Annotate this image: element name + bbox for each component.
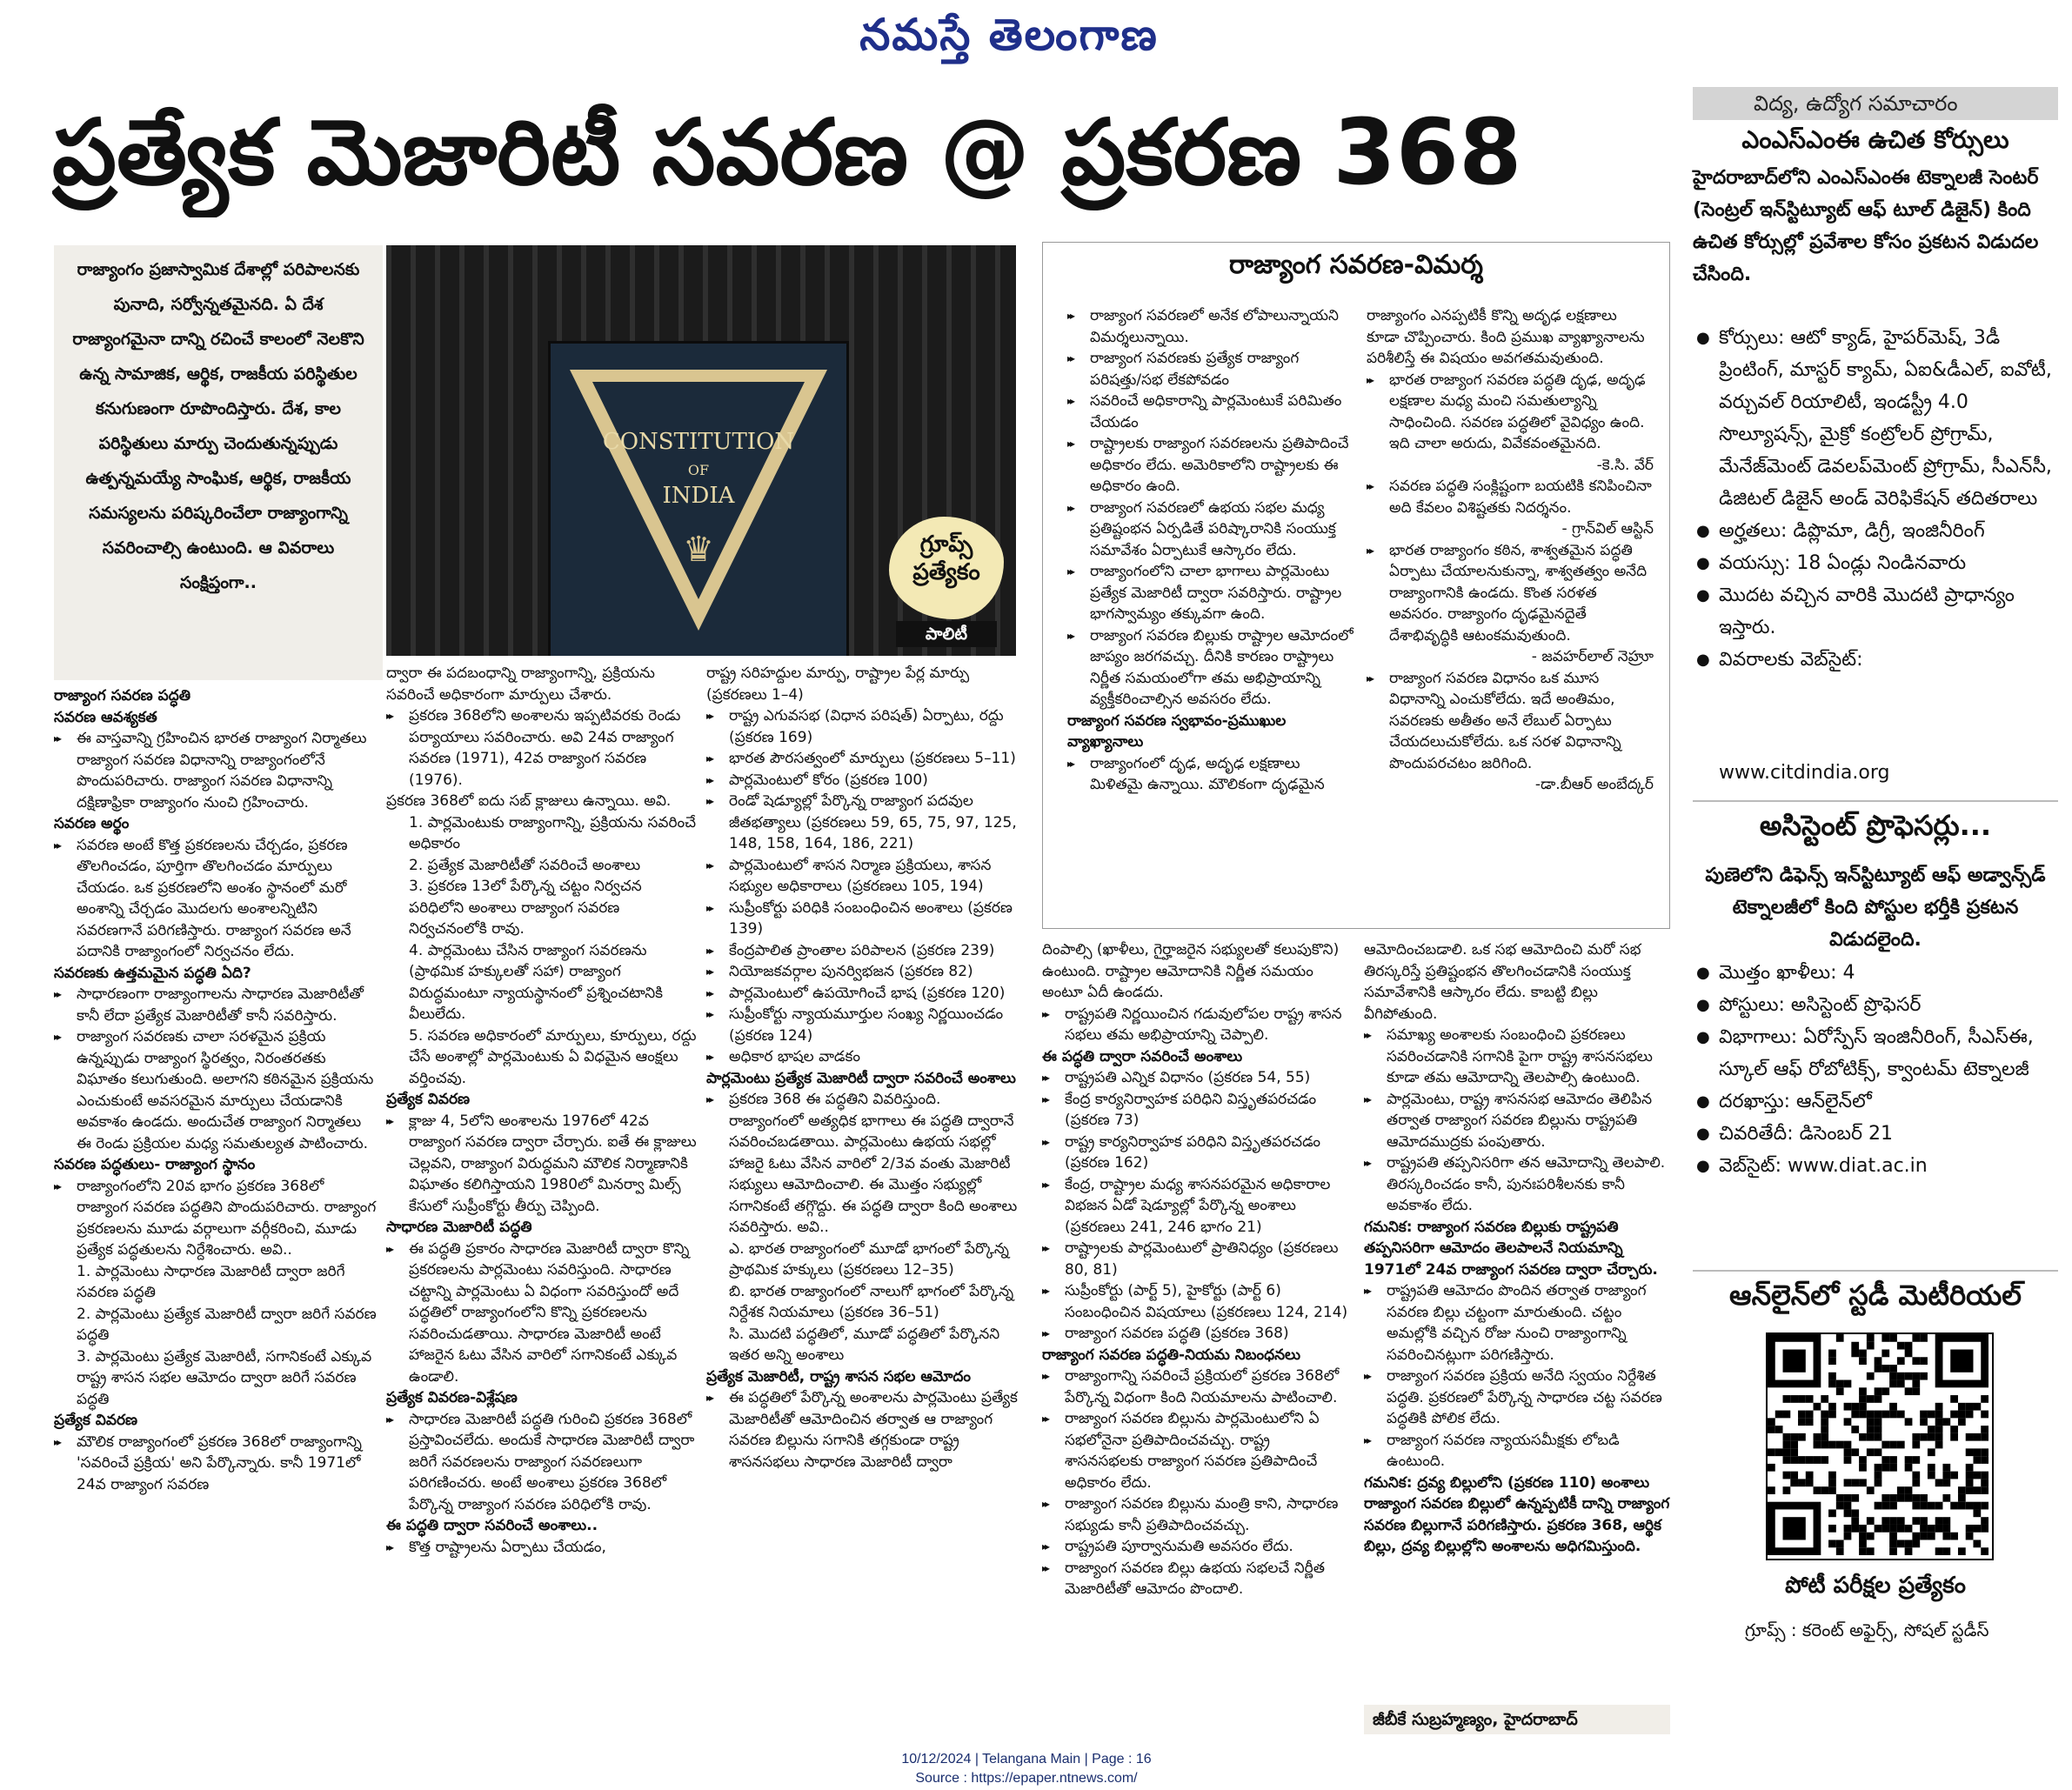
footer-source[interactable]: Source : https://epaper.ntnews.com/ [915,1771,1138,1786]
subheading: ప్రత్యేక వివరణ [54,1412,138,1429]
paragraph: ఎ. భారత రాజ్యాంగంలో మూడో భాగంలో పేర్కొన్న ప్రాథమిక హక్కులు (ప్రకరణలు 12–35) [729,1239,1009,1279]
paragraph: ▸▸ ఈ పద్ధతిలో పేర్కొన్న అంశాలను పార్లమెంటు ప్రత్యేక మెజారిటీతో ఆమోదించిన తర్వాత ఆ రాజ్యాంగ సవరణ బిల్లును సగానికి తగ్గకుండా రాష్ట్ర శాసనసభలు సాధారణ మెజారిటీ ద్వారా [706,1387,1018,1473]
paragraph: ▸▸ రాష్ట్ర కార్యనిర్వాహక పరిధిని విస్తృతపరచడం (ప్రకరణ 162) [1042,1132,1348,1174]
paragraph: ▸▸ సవరణ పద్ధతి సంక్లిష్టంగా బయటికి కనిపించినా అది కేవలం విశిష్టతకు నిదర్శనం. [1367,476,1654,518]
sidebar-list-item: ● వెబ్‌సైట్: www.diat.ac.in [1693,1150,2058,1182]
paragraph: ▸▸ ఈ పద్ధతి ప్రకారం సాధారణ మెజారిటీ ద్వారా కొన్ని ప్రకరణలను పార్లమెంటు సవరిస్తుంది. సాధారణ చట్టాన్ని పార్లమెంటు ఏ విధంగా సవరిస్తుందో అదే పద్ధతిలో రాజ్యాంగంలోని కొన్ని ప్రకరణలను సవరించుడతాయి. సాధారణ మెజారిటీ అంటే హాజరైన ఓటు వేసిన వారిలో సగానికంటే ఎక్కువ ఉండాలి. [386,1239,698,1388]
paragraph: ▸▸ భారత రాజ్యాంగం కఠిన, శాశ్వతమైన పద్ధతి ఏర్పాటు చేయాలనుకున్నా, శాశ్వతత్వం అనేది రాజ్యాంగానికి ఉండదు. కొంత సరళత అవసరం. రాజ్యాంగం దృఢమైనదైతే దేశాభివృద్ధికి ఆటంకమవుతుంది. [1367,540,1654,647]
paragraph: ▸▸ రాష్ట్రాలకు పార్లమెంటులో ప్రాతినిధ్యం (ప్రకరణలు 80, 81) [1042,1238,1348,1280]
criticism-box [1042,242,1670,929]
subheading: ఈ పద్ధతి ద్వారా సవరించే అంశాలు [1042,1047,1243,1065]
page-footer [678,1750,1374,1788]
subheading: ప్రత్యేక వివరణ [386,1091,471,1108]
paragraph: ▸▸ రాజ్యాంగంలోని 20వ భాగం ప్రకరణ 368లో రాజ్యాంగ సవరణ పద్ధతిని పొందుపరిచారు. రాజ్యాంగ ప్రకరణలను మూడు వర్గాలుగా వర్గీకరించి, మూడు ప్రత్యేక పద్ధతులను నిర్దేశించారు. అవి.. [54,1176,378,1261]
paragraph: ▸▸ సాధారణంగా రాజ్యాంగాలను సాధారణ మెజారిటీతో కానీ లేదా ప్రత్యేక మెజారిటీతో కానీ సవరిస్తారు. [54,984,378,1026]
paragraph: ▸▸ క్లాజు 4, 5లోని అంశాలను 1976లో 42వ రాజ్యాంగ సవరణ ద్వారా చేర్చారు. ఐతే ఈ క్లాజులు చెల్లవని, రాజ్యాంగ విరుద్ధమని మౌలిక నిర్మాణానికి విఘాతం కలిగిస్తాయని 1980లో మినర్వా మిల్స్ కేసులో సుప్రీంకోర్టు తీర్పు చెప్పింది. [386,1111,698,1218]
paragraph: ▸▸ సాధారణ మెజారిటీ పద్ధతి గురించి ప్రకరణ 368లో ప్రస్తావించలేదు. అందుకే సాధారణ మెజారిటీ ద్వారా జరిగే సవరణలను రాజ్యాంగ సవరణలుగా పరిగణించరు. అంటే అంశాలు ప్రకరణ 368లో పేర్కొన్న రాజ్యాంగ సవరణ పరిధిలోకి రావు. [386,1409,698,1516]
sidebar-s2-list [1693,957,2058,1182]
paragraph: ▸▸ రాజ్యాంగ సవరణలో ఉభయ సభల మధ్య ప్రతిష్టంభన ఏర్పడితే పరిష్కారానికి సంయుక్త సమావేశం ఏర్పాటుకే ఆస్కారం లేదు. [1067,498,1354,562]
subheading: సవరణ అర్థం [54,815,130,832]
masthead-logo: నమస్తే తెలంగాణ [859,9,1159,60]
paragraph: 3. పార్లమెంటు ప్రత్యేక మెజారిటీ, సగానికంటే ఎక్కువ రాష్ట్ర శాసన సభల ఆమోదం ద్వారా జరిగే సవరణ పద్ధతి [77,1347,372,1408]
paragraph: 2. ప్రత్యేక మెజారిటీతో సవరించే అంశాలు [409,856,641,874]
paragraph: ▸▸ రాజ్యాంగంలోని చాలా భాగాలు పార్లమెంటు ప్రత్యేక మెజారిటీ ద్వారా సవరిస్తారు. రాష్ట్రాల భాగస్వామ్యం తక్కువగా ఉంది. [1067,561,1354,625]
column-1 [54,685,378,1729]
sidebar-s3-item: గ్రూప్స్ : కరెంట్ అఫైర్స్, సోషల్ స్టడీస్ [1745,1620,1989,1640]
paragraph: ▸▸ రెండో షెడ్యూల్లో పేర్కొన్న రాజ్యాంగ పదవుల జీతభత్యాలు (ప్రకరణలు 59, 65, 75, 97, 125, 148, 158, 164, 186, 221) [706,791,1018,855]
paragraph: ▸▸ రాజ్యాంగ సవరణ విధానం ఒక మూస విధానాన్ని ఎంచుకోలేదు. ఇదే అంతిమం, సవరణకు అతీతం అనే లేబుల్ ఏర్పాటు చేయదలుచుకోలేదు. ఒక సరళ విధానాన్ని పొందుపరచటం జరిగింది. [1367,668,1654,775]
paragraph: ప్రకరణ 368లో ఐదు సబ్ క్లాజులు ఉన్నాయి. అవి. [386,792,672,810]
paragraph: ఆమోదించబడాలి. ఒక సభ ఆమోదించి మరో సభ తిరస్కరిస్తే ప్రతిష్టంభన తొలగించడానికి సంయుక్త సమావేశానికి ఆస్కారం లేదు. కాబట్టి బిల్లు వీగిపోతుంది. [1364,941,1641,1023]
paragraph: ▸▸ కొత్త రాష్ట్రాలను ఏర్పాటు చేయడం, [386,1537,698,1559]
sidebar-list-item: ● విభాగాలు: ఏరోస్పేస్ ఇంజినీరింగ్, సీఎస్‌ఈ, స్కూల్ ఆఫ్ రోబోటిక్స్, క్వాంటమ్ టెక్నాలజీ [1693,1021,2058,1085]
paragraph: ▸▸ ప్రకరణ 368 ఈ పద్ధతిని వివరిస్తుంది. రాజ్యాంగంలో అత్యధిక భాగాలు ఈ పద్ధతి ద్వారానే సవరించబడతాయి. పార్లమెంటు ఉభయ సభల్లో హాజరై ఓటు వేసిన వారిలో 2/3వ వంతు మెజారిటీ సభ్యులు ఆమోదించాలి. ఈ మొత్తం సభ్యుల్లో సగానికంటే తగ్గొద్దు. ఈ పద్ధతి ద్వారా కింది అంశాలు సవరిస్తారు. అవి.. [706,1089,1018,1239]
paragraph: ▸▸ కేంద్ర, రాష్ట్రాల మధ్య శాసనపరమైన అధికారాల విభజన ఏడో షెడ్యూల్లో పేర్కొన్న అంశాలు (ప్రకరణలు 241, 246 భాగం 21) [1042,1174,1348,1239]
badge-label: పాలిటీ [896,621,997,647]
subheading: సవరణకు ఉత్తమమైన పద్ధతి ఏది? [54,964,251,982]
paragraph: 2. పార్లమెంటు ప్రత్యేక మెజారిటీ ద్వారా జరిగే సవరణ పద్ధతి [77,1305,377,1344]
paragraph: ▸▸ పార్లమెంటు, రాష్ట్ర శాసనసభ ఆమోదం తెలిపిన తర్వాత రాజ్యాంగ సవరణ బిల్లును రాష్ట్రపతి ఆమోదముద్రకు పంపుతారు. [1364,1089,1670,1153]
paragraph: ▸▸ సుప్రీంకోర్టు న్యాయమూర్తుల సంఖ్య నిర్ణయించడం (ప్రకరణ 124) [706,1004,1018,1046]
sidebar-list-item: ● మొత్తం ఖాళీలు: 4 [1693,957,2058,989]
paragraph: ▸▸ మౌలిక రాజ్యాంగంలో ప్రకరణ 368లో రాజ్యాంగాన్ని 'సవరించే ప్రక్రియ' అని పేర్కొన్నారు. కానీ 1971లో 24వ రాజ్యాంగ సవరణ [54,1432,378,1496]
paragraph: బి. భారత రాజ్యాంగంలో నాలుగో భాగంలో పేర్కొన్న నిర్దేశక నియమాలు (ప్రకరణ 36–51) [729,1282,1014,1321]
paragraph: ▸▸ కేంద్ర కార్యనిర్వాహక పరిధిని విస్తృతపరచడం (ప్రకరణ 73) [1042,1089,1348,1132]
paragraph: 4. పార్లమెంటు చేసిన రాజ్యాంగ సవరణను (ప్రాథమిక హక్కులతో సహా) రాజ్యాంగ విరుద్ధమంటూ న్యాయస్థానంలో ప్రశ్నించటానికి వీలులేదు. [409,941,664,1023]
subheading: పార్లమెంటు ప్రత్యేక మెజారిటీ ద్వారా సవరించే అంశాలు [706,1069,1016,1087]
paragraph: ▸▸ భారత రాజ్యాంగ సవరణ పద్ధతి దృఢ, అదృఢ లక్షణాల మధ్య మంచి సమతుల్యాన్ని సాధించింది. సవరణ పద్ధతిలో వైవిధ్యం ఉంది. ఇది చాలా అరుదు, వివేకవంతమైనది. [1367,370,1654,455]
subheading: రాజ్యాంగ సవరణ పద్ధతి-నియమ నిబంధనలు [1042,1346,1300,1364]
paragraph: గమనిక: ద్రవ్య బిల్లులోని (ప్రకరణ 110) అంశాలు రాజ్యాంగ సవరణ బిల్లులో ఉన్నప్పటికీ దాన్ని రాజ్యాంగ సవరణ బిల్లుగానే పరిగణిస్తారు. ప్రకరణ 368, ఆర్థిక బిల్లు, ద్రవ్య బిల్లుల్లోని అంశాలను అధిగమిస్తుంది. [1364,1473,1670,1555]
badge-text: గ్రూప్స్ ప్రత్యేకం [889,517,1004,619]
constitution-book [548,341,849,656]
paragraph: - జవహర్‌లాల్ నెహ్రూ [1531,648,1654,665]
author-credit: జీబీకే సుబ్రహ్మణ్యం, హైదరాబాద్ [1364,1705,1670,1734]
intro-box: రాజ్యాంగం ప్రజాస్వామిక దేశాల్లో పరిపాలనకు పునాది, సర్వోన్నతమైనది. ఏ దేశ రాజ్యాంగమైనా దాన్ని రచించే కాలంలో నెలకొని ఉన్న సామాజిక, ఆర్థిక, రాజకీయ పరిస్థితుల కనుగుణంగా రూపొందిస్తారు. దేశ, కాల పరిస్థితులు మార్పు చెందుతున్నప్పుడు ఉత్పన్నమయ్యే సాంఘిక, ఆర్థిక, రాజకీయ సమస్యలను పరిష్కరించేలా రాజ్యాంగాన్ని సవరించాల్సి ఉంటుంది. ఆ వివరాలు సంక్షిప్తంగా.. [54,245,383,680]
sidebar-header: విద్య, ఉద్యోగ సమాచారం [1693,87,2058,120]
qr-code[interactable] [1766,1332,1994,1560]
sidebar-s2-intro: పుణెలోని డిఫెన్స్ ఇన్‌స్టిట్యూట్ ఆఫ్ అడ్వాన్స్‌డ్ టెక్నాలజీలో కింది పోస్టుల భర్తీకి ప్రకటన విడుదలైంది. [1705,865,2046,951]
groups-badge [889,517,1004,647]
paragraph: ▸▸ కేంద్రపాలిత ప్రాంతాల పరిపాలన (ప్రకరణ 239) [706,940,1018,962]
column-3 [706,663,1018,1729]
paragraph: రాజ్యాంగం ఎనప్పటికీ కొన్ని అదృఢ లక్షణాలు కూడా చొప్పించారు. కింది ప్రముఖ వ్యాఖ్యానాలను పరిశీలిస్తే ఈ విషయం అవగతమవుతుంది. [1367,307,1645,367]
paragraph: ▸▸ రాష్ట్రపతి ఎన్నిక విధానం (ప్రకరణ 54, 55) [1042,1067,1348,1089]
paragraph: సి. మొదటి పద్ధతిలో, మూడో పద్ధతిలో పేర్కొనని ఇతర అన్ని అంశాలు [729,1325,1000,1364]
paragraph: ▸▸ పార్లమెంటులో శాసన నిర్మాణ ప్రక్రియలు, శాసన సభ్యుల అధికారాలు (ప్రకరణలు 105, 194) [706,855,1018,898]
footer-date-page: 10/12/2024 | Telangana Main | Page : 16 [901,1752,1152,1767]
paragraph: ▸▸ రాజ్యాంగ సవరణ ప్రక్రియ అనేది స్వయం నిర్దేశిత పద్ధతి. ప్రకరణలో పేర్కొన్న సాధారణ చట్ట సవరణ పద్ధతికి పోలిక లేదు. [1364,1366,1670,1430]
emblem-icon: ♛ [683,530,714,570]
paragraph: ▸▸ రాజ్యాంగ సవరణ బిల్లుకు రాష్ట్రాల ఆమోదంలో జాప్యం జరగవచ్చు. దీనికి కారణం రాష్ట్రాలు నిర్ణీత సమయంలోగా తమ అభిప్రాయాన్ని వ్యక్తీకరించాల్సిన అవసరం లేదు. [1067,625,1354,711]
paragraph: 3. ప్రకరణ 13లో పేర్కొన్న చట్టం నిర్వచన పరిధిలోని అంశాలు రాజ్యాంగ సవరణ నిర్వచనంలోకి రావు. [409,878,642,938]
paragraph: 1. పార్లమెంటు సాధారణ మెజారిటీ ద్వారా జరిగే సవరణ పద్ధతి [77,1262,345,1301]
paragraph: ▸▸ సవరించే అధికారాన్ని పార్లమెంటుకే పరిమితం చేయడం [1067,391,1354,433]
paragraph: ▸▸ భారత పౌరసత్వంలో మార్పులు (ప్రకరణలు 5–11) [706,748,1018,770]
sidebar-s3-caption: పోటీ పరీక్షల ప్రత్యేకం [1785,1573,1966,1599]
paragraph: ▸▸ ప్రకరణ 368లోని అంశాలను ఇప్పటివరకు రెండు పర్యాయాలు సవరించారు. అవి 24వ రాజ్యాంగ సవరణ (1971), 42వ రాజ్యాంగ సవరణ (1976). [386,705,698,791]
sidebar-list-item: ● అర్హతలు: డిప్లొమా, డిగ్రీ, ఇంజినీరింగ్ [1693,515,2058,547]
criticism-right-column [1367,305,1654,925]
paragraph: ▸▸ రాజ్యాంగ సవరణ పద్ధతి (ప్రకరణ 368) [1042,1323,1348,1345]
paragraph: ▸▸ రాజ్యాంగ సవరణకు ప్రత్యేక రాజ్యాంగ పరిషత్తు/సభ లేకపోవడం [1067,348,1354,391]
article-photo [386,245,1016,656]
sidebar-s1-list [1693,322,2058,676]
sidebar-s3-title: ఆన్‌లైన్‌లో స్టడీ మెటీరియల్ [1729,1279,2022,1312]
sidebar-s1-url: www.citdindia.org [1719,762,1890,784]
subheading: ప్రత్యేక వివరణ-విశ్లేషణ [386,1389,518,1406]
column-2 [386,663,698,1729]
sidebar-list-item: ● మొదట వచ్చిన వారికి మొదటి ప్రాధాన్యం ఇస్తారు. [1693,579,2058,644]
subheading: రాజ్యాంగ సవరణ స్వభావం-ప్రముఖుల వ్యాఖ్యానాలు [1067,711,1287,751]
paragraph: ▸▸ రాజ్యాంగంలో దృఢ, అదృఢ లక్షణాలు మిళితమై ఉన్నాయి. మౌలికంగా దృఢమైన [1067,753,1354,796]
paragraph: 1. పార్లమెంటుకు రాజ్యాంగాన్ని, ప్రక్రియను సవరించే అధికారం [409,813,697,852]
sidebar-s2-title: అసిస్టెంట్ ప్రొఫెసర్లు... [1759,809,1992,842]
sidebar-list-item: ● చివరితేదీ: డిసెంబర్ 21 [1693,1118,2058,1150]
paragraph: -డా.బీఆర్ అంబేద్కర్ [1534,776,1654,793]
sidebar-list-item: ● పోస్టులు: అసిస్టెంట్ ప్రొఫెసర్ [1693,989,2058,1021]
paragraph: ▸▸ రాష్ట్రపతి పూర్వానుమతి అవసరం లేదు. [1042,1536,1348,1558]
paragraph: రాష్ట్ర సరిహద్దుల మార్పు, రాష్ట్రాల పేర్ల మార్పు (ప్రకరణలు 1–4) [706,665,970,704]
paragraph: ▸▸ రాష్ట్రపతి నిర్ణయించిన గడువులోపల రాష్ట్ర శాసన సభలు తమ అభిప్రాయాన్ని చెప్పాలి. [1042,1004,1348,1046]
paragraph: ▸▸ అధికార భాషల వాడకం [706,1046,1018,1068]
subheading: ప్రత్యేక మెజారిటీ, రాష్ట్ర శాసన సభల ఆమోదం [706,1367,972,1386]
subheading: రాజ్యాంగ సవరణ పద్ధతి [54,687,191,705]
paragraph: ▸▸ రాష్ట్రపతి ఆమోదం పొందిన తర్వాత రాజ్యాంగ సవరణ బిల్లు చట్టంగా మారుతుంది. చట్టం అమల్లోకి వచ్చిన రోజు నుంచి రాజ్యాంగాన్ని సవరించినట్లుగా పరిగణిస్తారు. [1364,1280,1670,1366]
qr-code-icon [1768,1334,1988,1555]
paragraph: ▸▸ రాజ్యాంగ సవరణలో అనేక లోపాలున్నాయని విమర్శలున్నాయి. [1067,305,1354,348]
subheading: సవరణ ఆవశ్యకత [54,708,157,726]
paragraph: ▸▸ సమాఖ్య అంశాలకు సంబంధించి ప్రకరణలు సవరించడానికి సగానికి పైగా రాష్ట్ర శాసనసభలు కూడా తమ ఆమోదాన్ని తెలపాల్సి ఉంటుంది. [1364,1025,1670,1089]
book-title-line1: CONSTITUTION [602,429,795,455]
paragraph: గమనిక: రాజ్యాంగ సవరణ బిల్లుకు రాష్ట్రపతి తప్పనిసరిగా ఆమోదం తెలపాలనే నియమాన్ని 1971లో 24వ రాజ్యాంగ సవరణ ద్వారా చేర్చారు. [1364,1218,1658,1279]
book-title-line2: OF [687,462,710,478]
paragraph: ▸▸ రాజ్యాంగాన్ని సవరించే ప్రక్రియలో ప్రకరణ 368లో పేర్కొన్న విధంగా కింది నియమాలను పాటించాలి. [1042,1366,1348,1408]
paragraph: ▸▸ సుప్రీంకోర్టు (పార్ట్ 5), హైకోర్టు (పార్ట్ 6) సంబంధించిన విషయాలు (ప్రకరణలు 124, 214) [1042,1280,1348,1323]
criticism-box-title: రాజ్యాంగ సవరణ-విమర్శ [1229,250,1483,280]
sidebar-list-item: ● వయస్సు: 18 ఏండ్లు నిండినవారు [1693,547,2058,579]
paragraph: ▸▸ పార్లమెంటులో ఉపయోగించే భాష (ప్రకరణ 120) [706,983,1018,1005]
sidebar-list-item: ● కోర్సులు: ఆటో క్యాడ్, హైపర్‌మెష్, 3డీ ప్రింటింగ్, మాస్టర్ క్యామ్, ఏఐ&డీఎల్, ఐవోటీ, వర్చువల్ రియాలిటీ, ఇండస్ట్రీ 4.0 సొల్యూషన్స్, మైక్రో కంట్రోలర్ ప్రోగ్రామ్, మేనేజ్‌మెంట్ డెవలప్‌మెంట్ ప్రోగ్రామ్, సీఎన్‌సీ, డిజిటల్ డిజైన్ అండ్ వెరిఫికేషన్ తదితరాలు [1693,322,2058,515]
book-title-line3: INDIA [662,483,735,509]
paragraph: ▸▸ రాజ్యాంగ సవరణ బిల్లును మంత్రి కాని, సాధారణ సభ్యుడు కానీ ప్రతిపాదించవచ్చు. [1042,1493,1348,1536]
paragraph: ▸▸ సవరణ అంటే కొత్త ప్రకరణలను చేర్చడం, ప్రకరణ తొలగించడం, పూర్తిగా తొలగించడం మార్పులు చేయడం. ఒక ప్రకరణలోని అంశం స్థానంలో మరో అంశాన్ని చేర్చడం మొదలగు అంశాలన్నిటిని సవరణగానే పరిగణిస్తారు. రాజ్యాంగ సవరణ అనే పదానికి రాజ్యాంగంలో నిర్వచనం లేదు. [54,835,378,963]
paragraph: ▸▸ పార్లమెంటులో కోరం (ప్రకరణ 100) [706,770,1018,791]
sidebar-s1-intro: హైదరాబాద్‌లోని ఎంఎస్ఎంఈ టెక్నాలజీ సెంటర్ (సెంట్రల్ ఇన్‌స్టిట్యూట్ ఆఫ్ టూల్ డిజైన్) కింది ఉచిత కోర్సుల్లో ప్రవేశాల కోసం ప్రకటన విడుదల చేసింది. [1693,167,2039,285]
paragraph: ద్వారా ఈ పదబంధాన్ని రాజ్యాంగాన్ని, ప్రక్రియను సవరించే అధికారంగా మార్పులు చేశారు. [386,665,655,704]
paragraph: ▸▸ రాష్ట్ర ఎగువసభ (విధాన పరిషత్) ఏర్పాటు, రద్దు (ప్రకరణ 169) [706,705,1018,748]
criticism-left-column [1067,305,1354,925]
paragraph: దింపాల్సి (ఖాళీలు, గైర్హాజరైన సభ్యులతో కలుపుకొని) ఉంటుంది. రాష్ట్రాల ఆమోదానికి నిర్ణీత సమయం అంటూ ఏదీ ఉండదు. [1042,941,1340,1001]
sidebar [1693,87,2058,1740]
sidebar-list-item: ● వివరాలకు వెబ్‌సైట్: [1693,644,2058,676]
headline: ప్రత్యేక మెజారిటీ సవరణ @ ప్రకరణ 368 [52,99,1522,205]
paragraph: ▸▸ రాజ్యాంగ సవరణ న్యాయసమీక్షకు లోబడి ఉంటుంది. [1364,1430,1670,1473]
subheading: ఈ పద్ధతి ద్వారా సవరించే అంశాలు.. [386,1517,598,1534]
paragraph: ▸▸ రాష్ట్రపతి తప్పనిసరిగా తన ఆమోదాన్ని తెలపాలి. తిరస్కరించడం కానీ, పునఃపరిశీలనకు కానీ అవకాశం లేదు. [1364,1152,1670,1217]
paragraph: ▸▸ ఈ వాస్తవాన్ని గ్రహించిన భారత రాజ్యాంగ నిర్మాతలు రాజ్యాంగ సవరణ విధానాన్ని రాజ్యాంగంలోనే పొందుపరిచారు. రాజ్యాంగ సవరణ విధానాన్ని దక్షిణాఫ్రికా రాజ్యాంగం నుంచి గ్రహించారు. [54,728,378,813]
paragraph: ▸▸ రాజ్యాంగ సవరణకు చాలా సరళమైన ప్రక్రియ ఉన్నప్పుడు రాజ్యాంగ స్థిరత్వం, నిరంతరతకు విఘాతం కలుగుతుంది. అలాగని కఠినమైన ప్రక్రియను ఎంచుకుంటే అవసరమైన మార్పులు చేయడానికి అవకాశం ఉండదు. అందుచేత రాజ్యాంగ నిర్మాతలు ఈ రెండు ప్రక్రియల మధ్య సమతుల్యత పాటించారు. [54,1026,378,1154]
paragraph: - గ్రాన్‌విల్ ఆస్టిన్ [1561,520,1654,538]
column-5 [1364,939,1670,1696]
paragraph: ▸▸ రాజ్యాంగ సవరణ బిల్లును పార్లమెంటులోని ఏ సభలోనైనా ప్రతిపాదించవచ్చు. రాష్ట్ర శాసనసభలకు రాజ్యాంగ సవరణ ప్రతిపాదించే అధికారం లేదు. [1042,1408,1348,1493]
subheading: సవరణ పద్ధతులు- రాజ్యాంగ స్థానం [54,1156,256,1173]
paragraph: 5. సవరణ అధికారంలో మార్పులు, కూర్పులు, రద్దు చేసే అంశాల్లో పార్లమెంటుకు ఏ విధమైన ఆంక్షలు వర్తించవు. [409,1026,697,1087]
paragraph: ▸▸ రాష్ట్రాలకు రాజ్యాంగ సవరణలను ప్రతిపాదించే అధికారం లేదు. అమెరికాలోని రాష్ట్రాలకు ఈ అధికారం ఉంది. [1067,433,1354,498]
paragraph: ▸▸ రాజ్యాంగ సవరణ బిల్లు ఉభయ సభలచే నిర్ణీత మెజారిటీతో ఆమోదం పొందాలి. [1042,1558,1348,1600]
paragraph: ▸▸ నియోజకవర్గాల పునర్విభజన (ప్రకరణ 82) [706,961,1018,983]
subheading: సాధారణ మెజారిటీ పద్ధతి [386,1219,532,1236]
column-4 [1042,939,1348,1729]
paragraph: ▸▸ సుప్రీంకోర్టు పరిధికి సంబంధించిన అంశాలు (ప్రకరణ 139) [706,898,1018,940]
sidebar-s1-title: ఎంఎస్ఎంఈ ఉచిత కోర్సులు [1741,125,2009,154]
paragraph: -కె.సి. వేర్ [1596,456,1654,474]
sidebar-list-item: ● దరఖాస్తు: ఆన్‌లైన్‌లో [1693,1085,2058,1118]
